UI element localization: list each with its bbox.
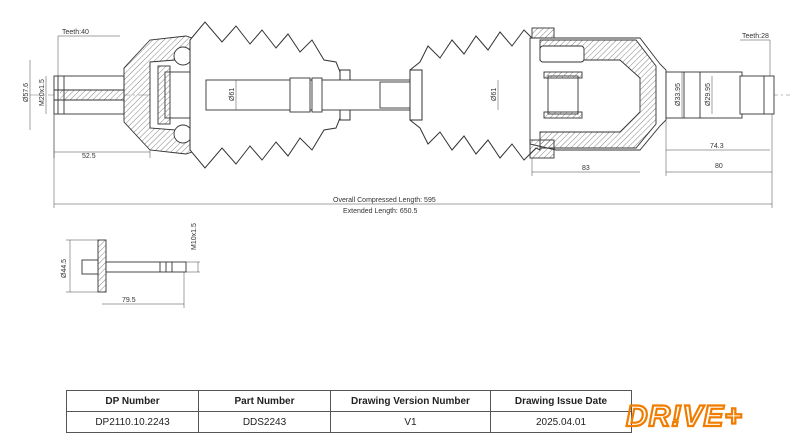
value-dp-number: DP2110.10.2243 bbox=[67, 412, 199, 433]
right-boot-clamp bbox=[410, 70, 422, 120]
bolt-detail bbox=[82, 240, 186, 292]
dim-80-label: 80 bbox=[715, 163, 723, 170]
right-tripod-housing bbox=[530, 28, 666, 158]
dim-52-5-label: 52.5 bbox=[82, 153, 96, 160]
right-boot bbox=[410, 30, 540, 160]
header-part-number: Part Number bbox=[199, 391, 331, 412]
header-dp-number: DP Number bbox=[67, 391, 199, 412]
m10-label: M10x1.5 bbox=[191, 223, 198, 250]
header-issue-date: Drawing Issue Date bbox=[491, 391, 632, 412]
d3395-label: Ø33.95 bbox=[675, 83, 682, 106]
d445-label: Ø44.5 bbox=[61, 258, 68, 278]
d61-left-label: Ø61 bbox=[229, 87, 236, 101]
info-table bbox=[66, 390, 632, 433]
logo-text: DR!VE+ bbox=[626, 400, 743, 432]
dim-79-5-label: 79.5 bbox=[122, 297, 136, 304]
header-drawing-version: Drawing Version Number bbox=[331, 391, 491, 412]
driveplus-logo bbox=[622, 396, 792, 432]
teeth-left-label: Teeth:40 bbox=[62, 29, 89, 36]
dim-83-label: 83 bbox=[582, 165, 590, 172]
overall-length-label: Overall Compressed Length: 595 bbox=[333, 197, 436, 204]
d576-label: Ø57.6 bbox=[23, 82, 30, 102]
table-row bbox=[67, 412, 632, 433]
extended-length-label: Extended Length: 650.5 bbox=[343, 208, 418, 215]
d61-right-label: Ø61 bbox=[491, 87, 498, 101]
teeth-right-label: Teeth:28 bbox=[742, 33, 769, 40]
value-drawing-version: V1 bbox=[331, 412, 491, 433]
d2995-label: Ø29.95 bbox=[705, 83, 712, 106]
main-shaft bbox=[206, 78, 440, 112]
value-issue-date: 2025.04.01 bbox=[491, 412, 632, 433]
value-part-number: DDS2243 bbox=[199, 412, 331, 433]
left-stub-shaft bbox=[54, 76, 124, 114]
table-header-row bbox=[67, 391, 632, 412]
m20-label: M20x1.5 bbox=[39, 79, 46, 106]
dim-74-3-label: 74.3 bbox=[710, 143, 724, 150]
